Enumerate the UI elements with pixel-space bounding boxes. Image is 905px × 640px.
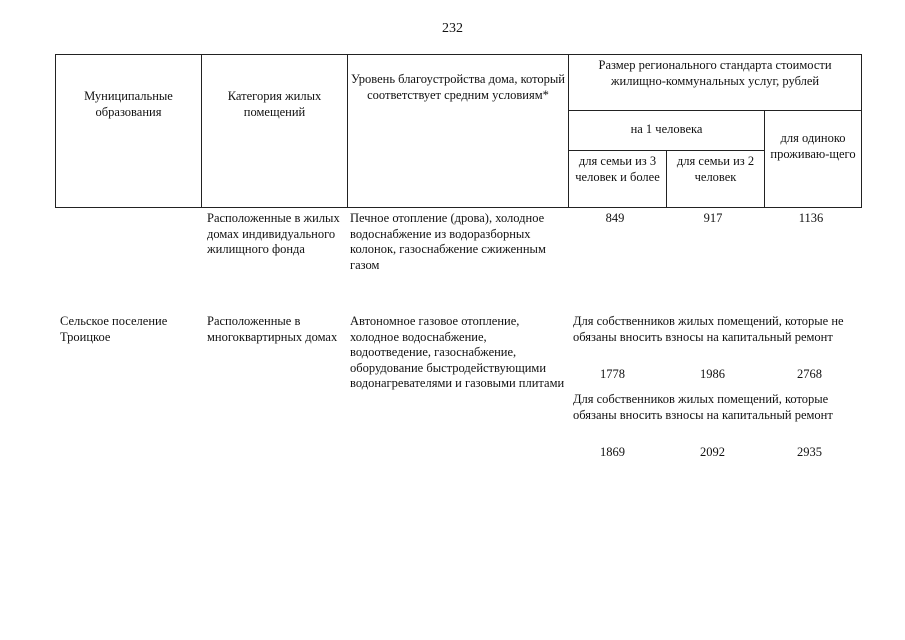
header-family3: для семьи из 3 человек и более [569,151,667,208]
row2-municipal: Сельское поселение Троицкое [60,314,168,344]
row2-a-family3: 1778 [600,367,625,381]
header-category: Категория жилых помещений [202,55,348,208]
row1-value-family3: 849 [605,211,625,225]
row2-category: Расположенные в многоквартирных домах [207,314,338,344]
header-family2: для семьи из 2 человек [667,151,765,208]
row2-note-no-capital-repair: Для собственников жилых помещений, которые не обязаны вносить взносы на капитальный ремонт [573,314,844,344]
row2-a-single: 2768 [797,367,822,381]
row1-value-family2: 917 [703,211,723,225]
header-municipal: Муниципальные образования [56,55,202,208]
row1-level: Печное отопление (дрова), холодное водоснабжение из водоразборных колонок, газоснабжение сжиженным газом [350,211,546,272]
row1-value-single: 1136 [798,211,824,225]
page-number: 232 [442,21,463,36]
row2-a-family2: 1986 [700,367,725,381]
row2-level: Автономное газовое отопление, холодное водоснабжение, водоотведение, газоснабжение, оборудование быстродействующими водонагревателями и газовыми плитами [350,314,565,390]
row2-note-capital-repair: Для собственников жилых помещений, которые обязаны вносить взносы на капитальный ремонт [573,392,833,422]
header-single: для одиноко проживаю-щего [765,111,862,208]
row2-b-family3: 1869 [600,445,625,459]
row2-b-single: 2935 [797,445,822,459]
header-standard: Размер регионального стандарта стоимости жилищно-коммунальных услуг, рублей [569,55,862,111]
row1-category: Расположенные в жилых домах индивидуального жилищного фонда [207,211,340,256]
row2-b-family2: 2092 [700,445,725,459]
table-header [55,54,862,208]
header-level: Уровень благоустройства дома, который соответствует средним условиям* [348,55,569,208]
header-per-person: на 1 человека [569,111,765,151]
